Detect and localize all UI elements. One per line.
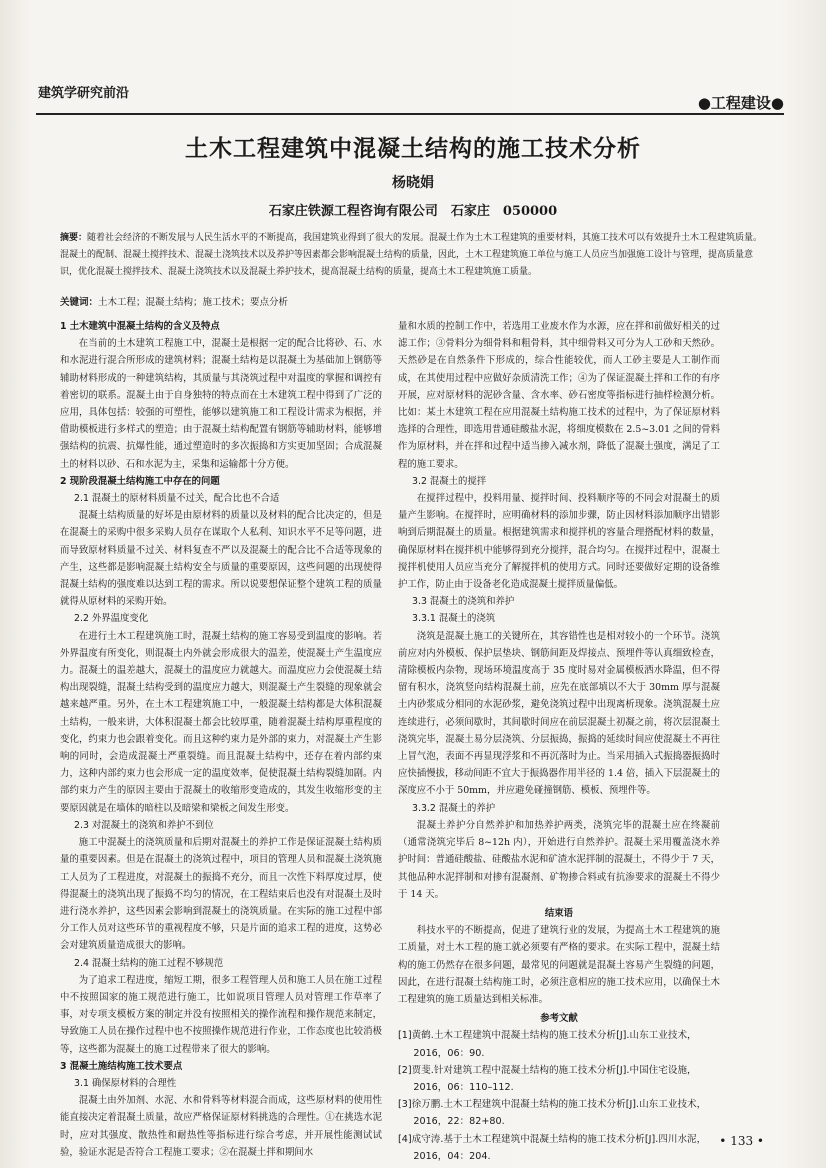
paper-title: 土木工程建筑中混凝土结构的施工技术分析	[185, 136, 641, 162]
section-heading: 2 现阶段混凝土结构施工中存在的问题	[60, 475, 220, 487]
section-label: ●工程建设●	[697, 94, 784, 112]
keywords-text: 土木工程；混凝土结构；施工技术；要点分析	[98, 297, 289, 308]
paragraph: 在进行土木工程建筑施工时，混凝土结构的施工容易受到温度的影响。若外界温度有所变化，则混凝土内外就会形成很大的温差，使混凝土产生温度应力。混凝土的温差越大，混凝土的温度应力就越大。而温度应力会使混凝土结构出现裂缝，混凝土结构受到的温度应力越大，则混凝土产生裂缝的现象就会越来越严重。另外，在土木工程建筑施工中，一般混凝土结构都是大体积混凝土结构，一般来讲，大体积混凝土都会比较厚重，随着混凝土结构厚重程度的变化，约束力也会跟着变化。而且这种约束力是外部的束力，对混凝土产生影响的同时，会造成混凝土严重裂缝。而且混凝土结构中，还存在着内部约束力，这种内部约束力也会形成一定的温度效率，促使混凝土结构裂缝加剧。内部约束力产生的原因主要由于混凝土的收缩形变造成的，其发生收缩形变的主要原因就是在墙体的暗柱以及暗梁和梁板之间发生形变。	[60, 630, 382, 814]
abstract-label: 摘要：	[60, 233, 88, 243]
subsection-heading: 3.3.1 混凝土的浇筑	[412, 613, 496, 625]
journal-name: 建筑学研究前沿	[38, 86, 130, 101]
paragraph: 混凝土结构质量的好坏是由原材料的质量以及材料的配合比决定的，但是在混凝土的采购中很多采购人员存在谋取个人私利、知识水平不足等问题，进而导致原材料质量不过关、材料复查不严以及混凝土的配合比不合适等现象的产生，这些都是影响混凝土结构安全与质量的重要原因，这些问题的出现使得混凝土结构的强度难以达到工程的需求。所以说要想保证整个建筑工程的质量就得从原材料的采购开始。	[60, 510, 382, 608]
paragraph: 在搅拌过程中，投料用量、搅拌时间、投料顺序等的不同会对混凝土的质量产生影响。在搅拌时，应明确材料的添加步骤，防止因材料添加顺序出错影响到后期混凝土的质量。根据建筑需求和搅拌机的容量合理搭配材料的数量，确保原材料在搅拌机中能够得到充分搅拌，混合均匀。在搅拌过程中，混凝土搅拌机使用人员应当充分了解搅拌机的使用方式。同时还要做好定期的设备维护工作，防止由于设备老化造成混凝土搅拌质量偏低。	[398, 493, 720, 591]
keywords	[60, 294, 764, 308]
paragraph: 在当前的土木建筑工程施工中，混凝土是根据一定的配合比将砂、石、水和水泥进行混合所形成的建筑材料；混凝土结构是以混凝土为基础加上钢筋等辅助材料形成的一种建筑结构，其质量与其浇筑过程中对温度的掌握和调控有着密切的联系。混凝土由于自身独特的特点而在土木建筑工程中得到了广泛的应用，具体包括：较强的可塑性，能够以建筑施工和工程设计需求为根据，并借助模板进行多样式的塑造；由于混凝土结构配置有钢筋等辅助材料，能够增强结构的抗震、抗爆性能，通过塑造时的多次振捣和方实更加坚固；合成混凝土的材料以砂、石和水泥为主，采集和运输都十分方便。	[60, 338, 382, 470]
reference-item: [1]黄鹤.土木工程建筑中混凝土结构的施工技术分析[J].山东工业技术，2016，06：90.	[398, 1030, 697, 1059]
section-heading: 1 土木建筑中混凝土结构的含义及特点	[60, 321, 220, 332]
right-column	[398, 318, 720, 1162]
subsection-heading: 3.2 混凝土的搅拌	[412, 475, 487, 487]
paragraph: 浇筑是混凝土施工的关键所在，其容错性也是相对较小的一个环节。浇筑前应对内外模板、保护层垫块、钢筋间距及焊接点、预埋件等认真细致检查，清除模板内杂物，现场环境温度高于 35 度时易对金属模板洒水降温，但不得留有积水，浇筑竖向结构混凝土前，应先在底部填以不大于 30mm 厚与混凝土内砂浆成分相同的水泥砂浆，避免浇筑过程中出现离析现象。浇筑混凝土应连续进行，必须间歇时，其间歇时间应在前层混凝土初凝之前，将次层混凝土浇筑完毕，混凝土易分层浇筑、分层振捣，振捣的延续时间应使混凝土不再往上冒气泡，表面不再显现浮浆和不再沉落时为止。当采用插入式振捣器振捣时应快插慢拔，移动间距不宜大于振捣器作用半径的 1.4 倍，插入下层混凝土的深度应不小于 50mm，并应避免碰撞钢筋、模板、预埋件等。	[398, 630, 720, 797]
subsection-heading: 2.4 混凝土结构的施工过程不够规范	[74, 957, 224, 969]
reference-item: [3]徐万鹏.土木工程建筑中混凝土结构的施工技术分析[J].山东工业技术，2016，22：82+80.	[398, 1099, 707, 1128]
subsection-heading: 2.1 混凝土的原材料质量不过关，配合比也不合适	[74, 493, 280, 505]
section-heading: 3 混凝土施结构施工技术要点	[60, 1060, 183, 1072]
section-heading: 结束语	[544, 907, 574, 919]
section-heading: 参考文献	[540, 1013, 578, 1025]
paragraph: 混凝土养护分自然养护和加热养护两类，浇筑完毕的混凝土应在终凝前（通常浇筑完毕后 8~12h 内），开始进行自然养护。混凝土采用覆盖浇水养护时间：普通硅酸盐、硅酸盐水泥和矿渣水泥拌制的混凝土，不得少于 7 天，其他品种水泥拌制和对掺有混凝剂、矿物掺合料或有抗渗要求的混凝土不得少于 14 天。	[398, 819, 720, 900]
paragraph: 混凝土由外加剂、水泥、水和骨料等材料混合而成，这些原材料的使用性能直接决定着混凝土质量，故应严格保证原材料挑选的合理性。①在挑选水泥时，应对其强度、散热性和耐热性等指标进行综合考虑，并开展性能测试试验，验证水泥是否符合工程施工要求；②在混凝土拌和期间水	[60, 1095, 382, 1158]
paragraph: 施工中混凝土的浇筑质量和后期对混凝土的养护工作是保证混凝土结构质量的重要因素。但是在混凝土的浇筑过程中，项目的管理人员和混凝土浇筑施工人员为了工程进度，对混凝土的振捣不充分，而且一次性下料厚度过厚，使得混凝土的浇筑出现了振捣不均匀的情况，在工程结束后也没有对混凝土及时进行浇水养护，这些因素会影响到混凝土的浇筑质量。在实际的施工过程中部分工作人员对这些环节的重视程度不够，只是片面的追求工程的进度，这势必会对建筑质量造成很大的影响。	[60, 837, 382, 952]
paragraph: 为了追求工程进度，缩短工期，很多工程管理人员和施工人员在施工过程中不按照国家的施工规范进行施工，比如说项目管理人员对管理工作草率了事，对专项支模板方案的制定并没有按照相关的操作流程和操作规范来制定，导致施工人员在操作过程中也不按照操作规范进行作业，工作态度也比较消极等，这些都为混凝土的施工过程带来了很大的影响。	[60, 974, 382, 1055]
page-number: • 133 •	[719, 1134, 764, 1148]
subsection-heading: 3.3.2 混凝土的养护	[412, 802, 496, 814]
author-name: 杨晓娟	[392, 175, 434, 191]
subsection-heading: 3.3 混凝土的浇筑和养护	[412, 596, 515, 608]
abstract	[60, 230, 764, 281]
subsection-heading: 2.3 对混凝土的浇筑和养护不到位	[74, 819, 214, 831]
abstract-text: 随着社会经济的不断发展与人民生活水平的不断提高，我国建筑业得到了很大的发展。混凝土作为土木工程建筑的重要材料，其施工技术可以有效提升土木工程建筑质量。混凝土的配制、混凝土搅拌技术、混凝土浇筑技术以及养护等因素都会影响混凝土结构的质量，因此，土木工程建筑施工单位与施工人员应当加强施工设计与管理，提高质量意识，优化混凝土搅拌技术、混凝土浇筑技术以及混凝土养护技术，提高混凝土结构的质量，提高土木工程建筑施工质量。	[60, 233, 763, 277]
keywords-label: 关键词：	[60, 297, 99, 308]
subsection-heading: 3.1 确保原材料的合理性	[74, 1077, 177, 1089]
reference-item: [2]贾斐.针对建筑工程中混凝土结构的施工技术分析[J].中国住宅设施，2016，06：110–112.	[398, 1064, 697, 1093]
paragraph: 量和水质的控制工作中，若选用工业废水作为水源，应在拌和前做好相关的过滤工作；③骨料分为细骨料和粗骨料，其中细骨料又可分为人工砂和天然砂。天然砂是在自然条件下形成的，综合性能较优，而人工砂主要是人工制作而成，在其使用过程中应做好杂质清洗工作；④为了保证混凝土拌和工作的有序开展，应对原材料的泥砂含量、含水率、砂石密度等指标进行抽样检测分析。比如：某土木建筑工程在应用混凝土结构施工技术的过程中，为了保证原材料选择的合理性，即选用普通硅酸盐水泥，将细度模数在 2.5~3.01 之间的骨料作为原材料，并在拌和过程中适当掺入减水剂，降低了混凝土强度，满足了工程的施工要求。	[398, 321, 720, 470]
paragraph: 科技水平的不断提高，促进了建筑行业的发展，为提高土木工程建筑的施工质量，对土木工程的施工就必须要有严格的要求。在实际工程中，混凝土结构的施工仍然存在很多问题，最常见的问题就是混凝土容易产生裂缝的问题，因此，在进行混凝土结构施工时，必须注意相应的施工技术应用，以确保土木工程建筑的施工质量达到相关标准。	[398, 925, 720, 1005]
left-column	[60, 318, 382, 1158]
header-rule	[36, 113, 784, 115]
reference-item: [4]成守涛.基于土木工程建筑中混凝土结构的施工技术分析[J].四川水泥，2016，04：204.	[398, 1133, 707, 1162]
subsection-heading: 2.2 外界温度变化	[74, 613, 149, 625]
affiliation: 石家庄铁源工程咨询有限公司 石家庄 050000	[268, 204, 558, 219]
